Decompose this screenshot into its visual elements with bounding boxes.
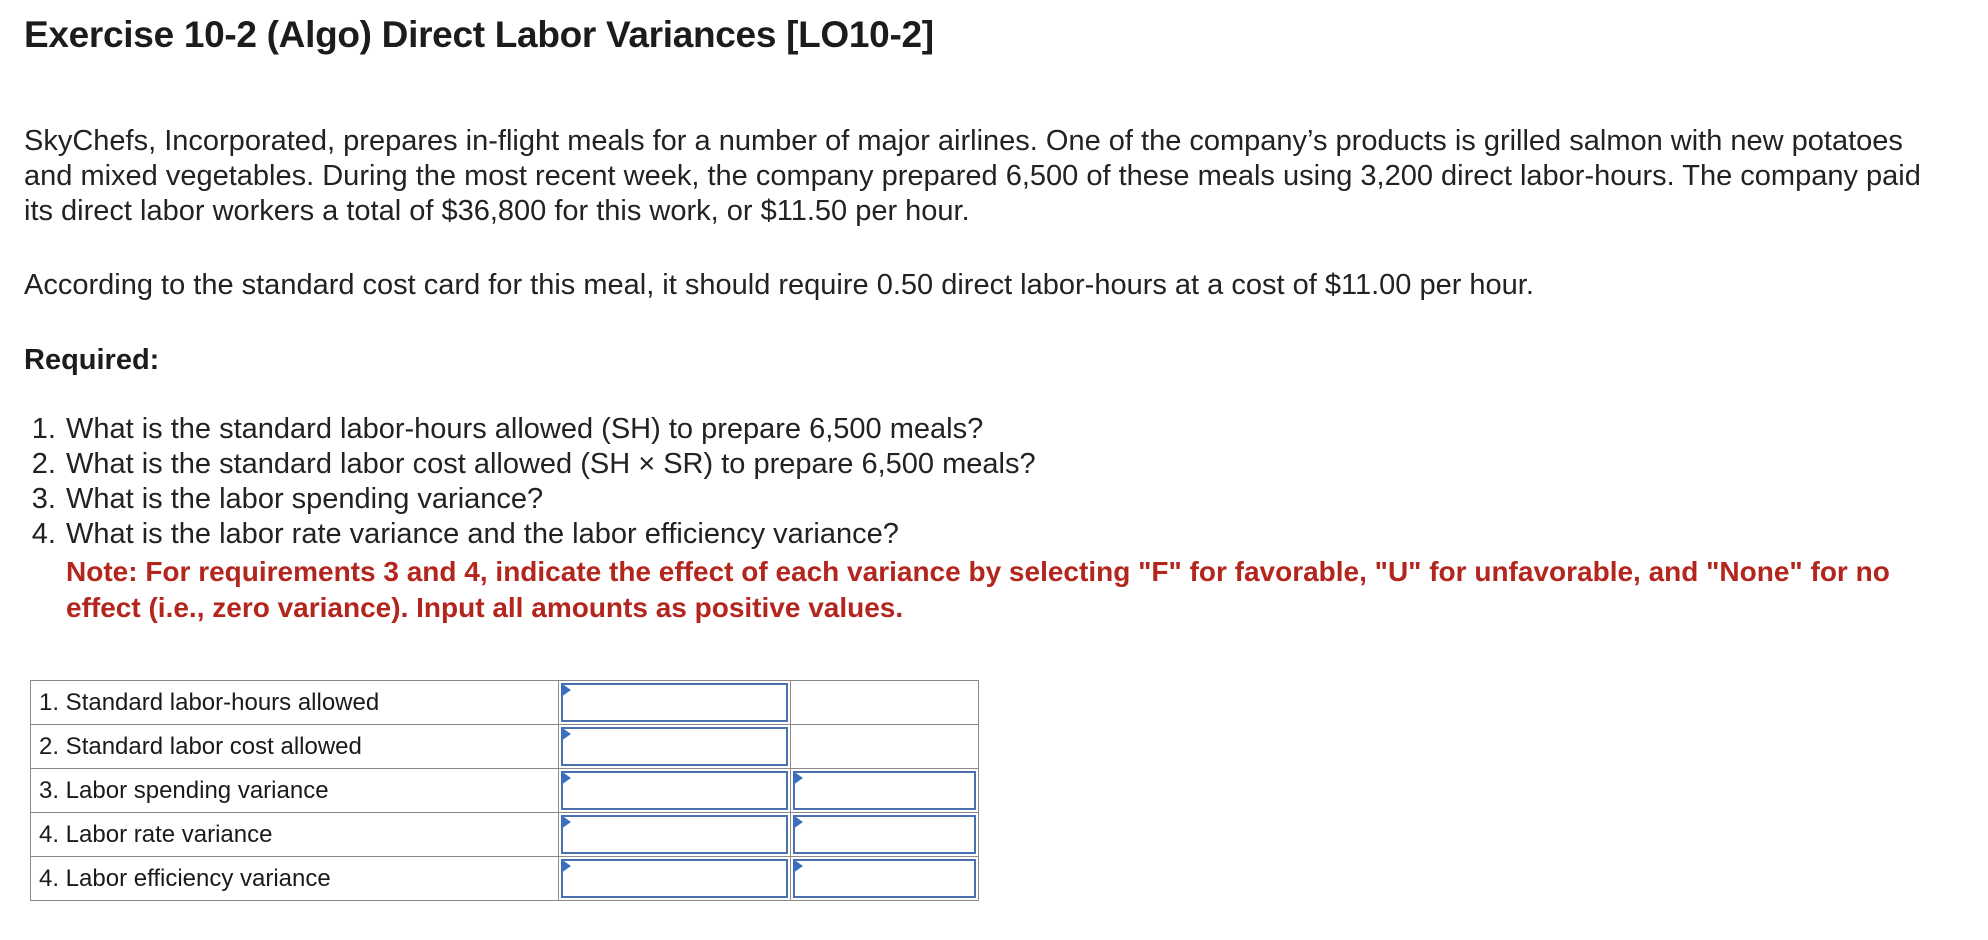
effect-select[interactable] — [793, 815, 976, 854]
problem-intro: SkyChefs, Incorporated, prepares in-flight meals for a number of major airlines. One of the company’s products is grilled salmon with new potatoes and mixed vegetables. During the most recent week, the company prepared 6,500 of these meals using 3,200 direct labor-hours. The company paid its direct labor workers a total of $36,800 for this work, or $11.50 per hour. — [24, 125, 1921, 227]
input-flag-icon — [793, 859, 803, 873]
requirement-item: 2. What is the standard labor cost allowed (SH × SR) to prepare 6,500 meals? — [64, 447, 1944, 482]
input-flag-icon — [561, 683, 571, 697]
row-label: 2. Standard labor cost allowed — [31, 725, 559, 769]
standard-cost-info: According to the standard cost card for this meal, it should require 0.50 direct labor-hours at a cost of $11.00 per hour. — [24, 269, 1534, 301]
requirements-list — [24, 412, 1944, 626]
instruction-note: Note: For requirements 3 and 4, indicate the effect of each variance by selecting "F" for favorable, "U" for unfavorable, and "None" for no effect (i.e., zero variance). Input all amounts as positive values. — [66, 556, 1890, 623]
input-flag-icon — [561, 727, 571, 741]
amount-input[interactable] — [561, 771, 788, 810]
requirement-item: 3. What is the labor spending variance? — [64, 482, 1944, 517]
row-label: 3. Labor spending variance — [31, 769, 559, 813]
amount-input[interactable] — [561, 727, 788, 766]
input-flag-icon — [561, 815, 571, 829]
effect-cell — [791, 769, 979, 813]
effect-cell — [791, 857, 979, 901]
page-title: Exercise 10-2 (Algo) Direct Labor Variances [LO10-2] — [24, 14, 934, 55]
table-row — [31, 681, 979, 725]
amount-cell — [559, 681, 791, 725]
table-row — [31, 725, 979, 769]
row-label: 4. Labor rate variance — [31, 813, 559, 857]
amount-input[interactable] — [561, 859, 788, 898]
required-heading: Required: — [24, 344, 160, 376]
empty-cell — [791, 681, 979, 725]
amount-input[interactable] — [561, 683, 788, 722]
answer-table — [30, 680, 979, 901]
effect-cell — [791, 813, 979, 857]
amount-cell — [559, 725, 791, 769]
amount-cell — [559, 769, 791, 813]
requirement-item: 1. What is the standard labor-hours allowed (SH) to prepare 6,500 meals? — [64, 412, 1944, 447]
requirement-item: 4. What is the labor rate variance and the labor efficiency variance? Note: For requirements 3 and 4, indicate the effect of each variance by selecting "F" for favorable, "U" for unfavorable, and "None" for no effect (i.e., zero variance). Input all amounts as positive values. — [64, 517, 1944, 626]
row-label: 1. Standard labor-hours allowed — [31, 681, 559, 725]
table-row — [31, 769, 979, 813]
effect-select[interactable] — [793, 771, 976, 810]
input-flag-icon — [561, 859, 571, 873]
table-row — [31, 857, 979, 901]
amount-input[interactable] — [561, 815, 788, 854]
input-flag-icon — [561, 771, 571, 785]
input-flag-icon — [793, 771, 803, 785]
table-row — [31, 813, 979, 857]
input-flag-icon — [793, 815, 803, 829]
row-label: 4. Labor efficiency variance — [31, 857, 559, 901]
empty-cell — [791, 725, 979, 769]
amount-cell — [559, 813, 791, 857]
amount-cell — [559, 857, 791, 901]
effect-select[interactable] — [793, 859, 976, 898]
